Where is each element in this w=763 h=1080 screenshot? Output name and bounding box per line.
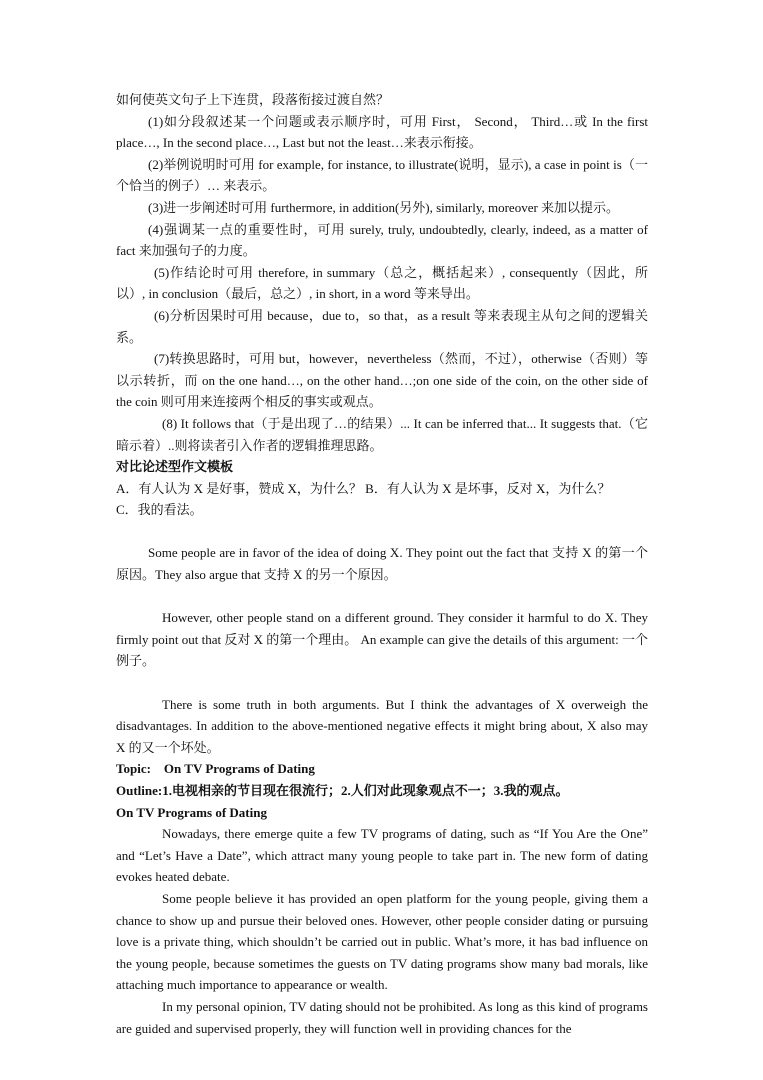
spacer (116, 672, 648, 694)
intro-item-6: (6)分析因果时可用 because，due to，so that，as a result 等来表现主从句之间的逻辑关系。 (116, 307, 648, 345)
intro-item-1: (1)如分段叙述某一个问题或表示顺序时，可用 First， Second， Third…或 In the first place…, In the second place…, Last but not the least…来表示衔接。 (116, 113, 648, 151)
template-outline-ab: A．有人认为 X 是好事，赞成 X，为什么？ B．有人认为 X 是坏事，反对 X，为什么？ (116, 480, 611, 496)
template-outline-c: C．我的看法。 (116, 502, 203, 518)
template-paragraph-2: However, other people stand on a different ground. They consider it harmful to do X. They firmly point out that 反对 X 的第一个理由。 An example can give the details of this argument: 一个例子。 (116, 610, 648, 669)
essay-paragraph-2: Some people believe it has provided an open platform for the young people, giving them a chance to show up and pursue their beloved ones. However, other people consider dating or pursuing love is a private thing, which shouldn’t be carried out in public. What’s more, it has bad influence on the young people, because sometimes the guests on TV dating programs show many bad morals, like attaching much importance to appearance or wealth. (116, 890, 648, 993)
essay-topic: Topic: On TV Programs of Dating (116, 761, 315, 777)
intro-question: 如何使英文句子上下连贯，段落衔接过渡自然？ (116, 92, 390, 107)
intro-item-7: (7)转换思路时，可用 but，however，nevertheless（然而，不过），otherwise（否则）等以示转折，而 on the one hand…, on the other hand…;on one side of the coin, on the other side of the coin 则可用来连接两个相反的事实或观点。 (116, 351, 648, 410)
intro-item-8: (8) It follows that（于是出现了…的结果）... It can be inferred that... It suggests that.（它暗示着）..则将读者引入作者的逻辑推理思路。 (116, 415, 648, 453)
intro-item-2: (2)举例说明时可用 for example, for instance, to illustrate(说明，显示), a case in point is（一个恰当的例子）… 来表示。 (116, 156, 648, 194)
essay-title: On TV Programs of Dating (116, 804, 267, 820)
essay-paragraph-3: In my personal opinion, TV dating should not be prohibited. As long as this kind of programs are guided and supervised properly, they will function well in providing chances for the (116, 998, 648, 1036)
template-heading: 对比论述型作文模板 (116, 459, 234, 475)
essay-outline: Outline:1.电视相亲的节目现在很流行；2.人们对此现象观点不一；3.我的观点。 (116, 783, 569, 798)
template-paragraph-1: Some people are in favor of the idea of doing X. They point out the fact that 支持 X 的第一个原因。They also argue that 支持 X 的另一个原因。 (116, 545, 648, 583)
intro-item-3: (3)进一步阐述时可用 furthermore, in addition(另外), similarly, moreover 来加以提示。 (148, 199, 620, 215)
template-paragraph-3: There is some truth in both arguments. But I think the advantages of X overweigh the disadvantages. In addition to the above-mentioned negative effects it might bring about, X also may X 的又一个坏处。 (116, 696, 648, 755)
intro-item-5: (5)作结论时可用 therefore, in summary（总之，概括起来）, consequently（因此，所以）, in conclusion（最后，总之）, in short, in a word 等来导出。 (116, 264, 648, 302)
essay-paragraph-1: Nowadays, there emerge quite a few TV programs of dating, such as “If You Are the One” and “Let’s Have a Date”, which attract many young people to take part in. The new form of dating evokes heated debate. (116, 826, 648, 885)
intro-item-4: (4)强调某一点的重要性时，可用 surely, truly, undoubtedly, clearly, indeed, as a matter of fact 来加强句子的力度。 (116, 221, 648, 259)
spacer (116, 586, 648, 608)
document-page (116, 89, 648, 1039)
spacer (116, 521, 648, 543)
